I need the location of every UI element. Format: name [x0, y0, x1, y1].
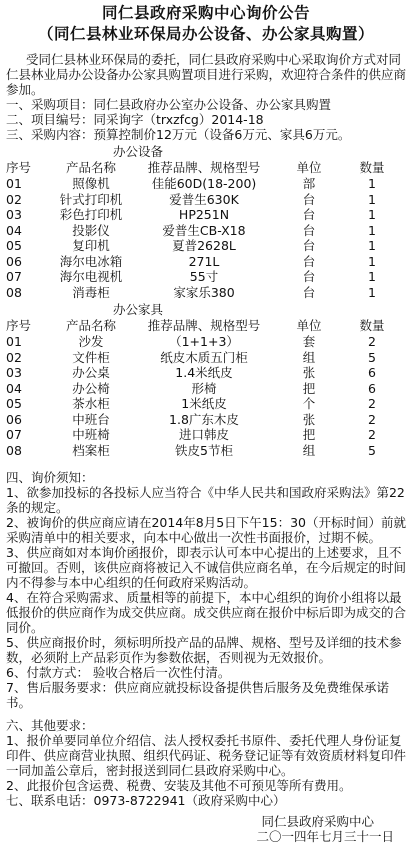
- requirement-item: 1、报价单要同单位介绍信、法人授权委托书原件、委托代理人身份证复印件、供应商营业执照、组织代码证、税务登记证等有效资质材料复印件一同加盖公章后，密封报送到同仁县政府采购中心。: [6, 733, 407, 778]
- cell-qty: 1: [368, 191, 376, 207]
- notice-item: 2、被询价的供应商应请在2014年8月5日下午15：30（开标时间）前就采购清单中的相关要求，向本中心做出一次性书面报价，过期不候。: [6, 515, 406, 545]
- table-header-row: [4, 159, 402, 176]
- cell-model: 271L: [188, 253, 220, 269]
- cell-model: 1.8广东木皮: [169, 411, 239, 427]
- cell-unit: 个: [302, 396, 316, 411]
- cell-no: 05: [6, 238, 22, 253]
- cell-product: 投影仪: [72, 222, 110, 238]
- section-3: 三、采购内容：预算控制价12万元（设备6万元、家具6万元。: [6, 127, 351, 142]
- cell-model: 家家乐380: [173, 284, 235, 300]
- cell-unit: 部: [302, 176, 316, 191]
- cell-product: 复印机: [72, 238, 110, 253]
- cell-no: 05: [6, 396, 22, 411]
- cell-unit: 组: [302, 349, 316, 365]
- cell-product: 档案柜: [72, 442, 110, 458]
- cell-product: 茶水柜: [72, 396, 110, 411]
- cell-qty: 5: [368, 349, 376, 365]
- cell-unit: 台: [302, 222, 316, 238]
- cell-unit: 台: [302, 269, 316, 284]
- page-title: 同仁县政府采购中心询价公告: [101, 4, 310, 22]
- column-header: 产品名称: [65, 159, 116, 175]
- cell-unit: 套: [302, 334, 316, 349]
- signature: 同仁县政府采购中心: [261, 814, 374, 829]
- table-row: [4, 396, 402, 412]
- cell-qty: 1: [368, 284, 376, 300]
- column-header: 数量: [359, 159, 385, 175]
- table-row: [4, 254, 402, 270]
- cell-no: 04: [6, 222, 22, 238]
- cell-no: 04: [6, 380, 22, 396]
- cell-model: HP251N: [178, 207, 230, 222]
- cell-unit: 把: [302, 380, 316, 396]
- cell-no: 07: [6, 427, 22, 442]
- cell-model: 进口韩皮: [178, 427, 229, 442]
- cell-no: 06: [6, 253, 22, 269]
- cell-product: 消毒柜: [72, 284, 110, 300]
- table-row: [4, 381, 402, 397]
- column-header: 产品名称: [65, 317, 116, 333]
- table-row: [4, 412, 402, 428]
- column-header: 序号: [6, 317, 32, 333]
- cell-product: 中班椅: [72, 427, 110, 442]
- cell-qty: 1: [368, 253, 376, 269]
- cell-qty: 2: [368, 411, 376, 427]
- cell-product: 沙发: [78, 334, 104, 349]
- notice-page: [0, 3, 412, 844]
- column-header: 单位: [296, 159, 322, 175]
- cell-unit: 台: [302, 207, 316, 222]
- table-row: [4, 192, 402, 208]
- intro-paragraph: 受同仁县林业环保局的委托，同仁县政府采购中心采取询价方式对同仁县林业局办公设备办公家具购置项目进行采购，欢迎符合条件的供应商参加。: [6, 52, 407, 97]
- cell-product: 彩色打印机: [59, 207, 123, 222]
- cell-product: 照像机: [72, 176, 110, 191]
- cell-model: 形椅: [191, 380, 217, 396]
- table-row: [4, 223, 402, 239]
- table-row: [4, 365, 402, 381]
- table-row: [4, 427, 402, 443]
- furniture-table: [4, 317, 402, 458]
- contact-line: 七、联系电话：0973-8722941（政府采购中心）: [6, 793, 286, 808]
- cell-unit: 组: [302, 442, 316, 458]
- cell-no: 02: [6, 349, 22, 365]
- section-4-heading: 四、询价须知：: [6, 470, 94, 485]
- table-row: [4, 176, 402, 192]
- cell-qty: 2: [368, 396, 376, 411]
- cell-no: 06: [6, 411, 22, 427]
- equipment-table: [4, 159, 402, 300]
- table-row: [4, 238, 402, 254]
- cell-no: 08: [6, 442, 22, 458]
- furniture-heading: 办公家具: [113, 302, 164, 317]
- cell-qty: 1: [368, 176, 376, 191]
- cell-model: 佳能60D(18-200): [151, 176, 257, 191]
- page-subtitle: （同仁县林业环保局办公设备、办公家具购置）: [37, 25, 374, 43]
- cell-model: 爱普生630K: [169, 191, 239, 207]
- notice-item: 1、欲参加投标的各投标人应当符合《中华人民共和国政府采购法》第22条的规定。: [6, 485, 405, 515]
- cell-qty: 6: [368, 365, 376, 380]
- notice-item: 4、在符合采购需求、质量相等的前提下，本中心组织的询价小组将以最低报价的供应商作为成交供应商。成交供应商在报价中标后即为成交的合同价。: [6, 590, 407, 635]
- issue-date: 二〇一四年七月三十一日: [256, 829, 394, 844]
- table-row: [4, 334, 402, 350]
- cell-unit: 把: [302, 427, 316, 442]
- table-row: [4, 350, 402, 366]
- section-2: 二、项目编号：同采询字（trxzfcg）2014-18: [6, 112, 264, 127]
- cell-qty: 1: [368, 269, 376, 284]
- column-header: 推荐品牌、规格型号: [147, 159, 261, 175]
- cell-no: 01: [6, 176, 22, 191]
- cell-model: 铁皮5节柜: [175, 442, 233, 458]
- cell-product: 办公椅: [72, 380, 110, 396]
- equipment-heading: 办公设备: [113, 144, 164, 159]
- column-header: 序号: [6, 159, 32, 175]
- cell-qty: 1: [368, 222, 376, 238]
- cell-model: 爱普生CB-X18: [162, 222, 246, 238]
- table-header-row: [4, 317, 402, 334]
- cell-unit: 台: [302, 253, 316, 269]
- table-row: [4, 285, 402, 301]
- cell-unit: 张: [302, 365, 316, 380]
- cell-product: 办公桌: [72, 365, 110, 380]
- table-row: [4, 269, 402, 285]
- cell-qty: 2: [368, 427, 376, 442]
- cell-no: 07: [6, 269, 22, 284]
- cell-qty: 5: [368, 442, 376, 458]
- cell-qty: 1: [368, 238, 376, 253]
- cell-no: 08: [6, 284, 22, 300]
- notice-item: 6、付款方式： 验收合格后一次性付清。: [6, 665, 231, 680]
- notice-item: 5、供应商报价时，须标明所投产品的品牌、规格、型号及详细的技术参数，必须附上产品彩页作为参数依据，否则视为无效报价。: [6, 635, 402, 665]
- cell-unit: 台: [302, 191, 316, 207]
- cell-model: 夏普2628L: [172, 238, 236, 253]
- section-6-heading: 六、其他要求：: [6, 718, 94, 733]
- cell-unit: 台: [302, 238, 316, 253]
- cell-qty: 1: [368, 207, 376, 222]
- cell-qty: 6: [368, 380, 376, 396]
- requirement-item: 2、此报价包含运费、税费、安装及其他不可预见等所有费用。: [6, 778, 352, 793]
- column-header: 单位: [296, 317, 322, 333]
- table-row: [4, 207, 402, 223]
- cell-product: 海尔电冰箱: [59, 253, 123, 269]
- notice-item: 3、供应商如对本询价函报价，即表示认可本中心提出的上述要求，且不可撤回。否则，该供应商将被记入不诚信供应商名单，在今后规定的时间内不得参与本中心组织的任何政府采购活动。: [6, 545, 407, 590]
- section-1: 一、采购项目：同仁县政府办公室办公设备、办公家具购置: [6, 97, 332, 112]
- cell-unit: 台: [302, 284, 316, 300]
- column-header: 推荐品牌、规格型号: [147, 317, 261, 333]
- cell-product: 针式打印机: [59, 191, 123, 207]
- cell-unit: 张: [302, 411, 316, 427]
- cell-model: 1.4米纸皮: [175, 365, 233, 380]
- cell-product: 中班台: [72, 411, 110, 427]
- cell-model: 55寸: [189, 269, 219, 284]
- notice-item: 7、售后服务要求：供应商应就投标设备提供售后服务及免费维保承诺书。: [6, 680, 389, 710]
- cell-no: 02: [6, 191, 22, 207]
- cell-no: 01: [6, 334, 22, 349]
- cell-no: 03: [6, 207, 22, 222]
- cell-product: 文件柜: [72, 349, 110, 365]
- cell-model: 1米纸皮: [181, 396, 227, 411]
- cell-model: 纸皮木质五门柜: [160, 349, 248, 365]
- cell-qty: 2: [368, 334, 376, 349]
- table-row: [4, 443, 402, 459]
- cell-product: 海尔电视机: [59, 269, 123, 284]
- cell-model: （1+1+3）: [169, 334, 239, 349]
- cell-no: 03: [6, 365, 22, 380]
- column-header: 数量: [359, 317, 385, 333]
